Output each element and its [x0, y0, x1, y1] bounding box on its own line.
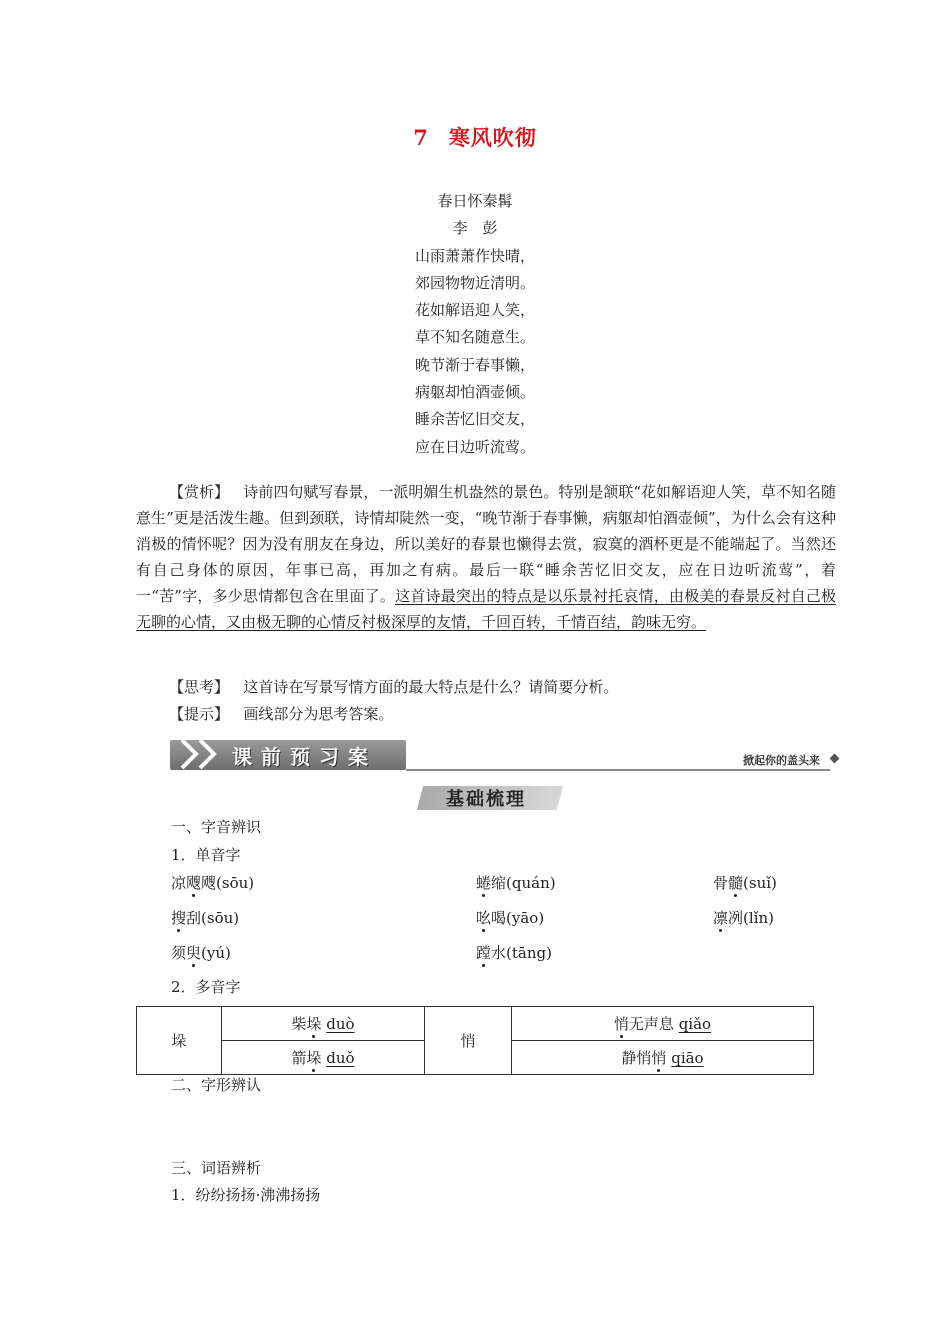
pinyin-item: 搜刮(sōu) — [171, 909, 240, 927]
chevron-right-icon — [194, 738, 224, 770]
section-heading: 一、字音辨识 — [171, 818, 262, 836]
lesson-number: 7 — [413, 125, 429, 150]
poem-line: 山雨萧萧作快晴， — [414, 246, 535, 265]
pinyin-item: 骨髓(suǐ) — [713, 874, 777, 892]
hint-paragraph — [136, 701, 836, 727]
polyphone-cell: 柴垛 duò — [222, 1007, 425, 1041]
pinyin-item: 吆喝(yāo) — [476, 909, 545, 927]
pinyin-item: 凉飕飕(sōu) — [171, 874, 255, 892]
subsection-heading: 2．多音字 — [171, 978, 241, 996]
pinyin-item: 蹚水(tāng) — [476, 944, 552, 962]
diamond-icon — [830, 754, 840, 764]
poem-author: 李 彭 — [452, 219, 498, 238]
hint-text: 画线部分为思考答案。 — [243, 705, 394, 723]
poem-line: 病躯却怕酒壶倾。 — [414, 383, 535, 402]
think-paragraph — [136, 674, 836, 700]
hint-label: 【提示】 — [169, 705, 230, 723]
poem-title: 春日怀秦髯 — [437, 192, 513, 210]
subsection-heading: 1．单音字 — [171, 846, 241, 864]
section-banner — [170, 738, 838, 774]
appreciation-underlined: 这首诗最突出的特点是以乐景衬托哀情，由极美的春景反衬自己极无聊的心情，又由极无聊的心情反衬极深厚的友情，千回百转，千情百结，韵味无穷。 — [136, 587, 836, 631]
polyphone-cell: 箭垛 duǒ — [222, 1041, 425, 1075]
poem-line: 应在日边听流莺。 — [414, 437, 535, 456]
poem-line: 郊园物物近清明。 — [414, 273, 535, 292]
section-heading: 二、字形辨认 — [171, 1076, 262, 1094]
poem — [0, 188, 950, 461]
banner-title: 课前预习案 — [232, 745, 377, 769]
subsection-title: 基础梳理 — [446, 789, 526, 810]
poem-line: 花如解语迎人笑， — [414, 301, 535, 320]
pinyin-item: 须臾(yú) — [171, 944, 231, 962]
poem-line: 晚节渐于春事懒， — [414, 355, 535, 374]
appreciation-text: 诗前四句赋写春景，一派明媚生机盎然的景色。特别是颔联“花如解语迎人笑，草不知名随意生”更是活泼生趣。但到颈联，诗情却陡然一变，“晚节渐于春事懒，病躯却怕酒壶倾”，为什么会有这种消极的情怀呢？因为没有朋友在身边，所以美好的春景也懒得去赏，寂寞的酒杯更是不能端起了。当然还有自己身体的原因，年事已高，再加之有病。最后一联“睡余苦忆旧交友，应在日边听流莺”，着一“苦”字，多少思情都包含在里面了。 — [136, 483, 837, 605]
lesson-title: 寒风吹彻 — [448, 125, 537, 150]
polyphone-cell: 悄无声息 qiǎo — [512, 1007, 814, 1041]
polyphone-cell: 静悄悄 qiāo — [512, 1041, 814, 1075]
think-text: 这首诗在写景写情方面的最大特点是什么？请简要分析。 — [243, 678, 619, 696]
polyphone-char: 垛 — [137, 1007, 222, 1075]
pinyin-item: 凛冽(lǐn) — [713, 909, 774, 927]
section-heading: 三、词语辨析 — [171, 1159, 262, 1177]
subsection-heading: 1．纷纷扬扬·沸沸扬扬 — [171, 1186, 321, 1204]
think-label: 【思考】 — [169, 678, 230, 696]
polyphone-char: 悄 — [425, 1007, 512, 1075]
subsection-header — [420, 783, 566, 813]
poem-line: 草不知名随意生。 — [414, 328, 535, 347]
polyphone-table — [136, 1006, 814, 1075]
appreciation-paragraph — [136, 479, 836, 635]
pinyin-item: 蜷缩(quán) — [476, 874, 556, 892]
poem-line: 睡余苦忆旧交友， — [414, 410, 535, 429]
banner-rule — [406, 769, 830, 771]
banner-slogan: 掀起你的盖头来 — [743, 754, 820, 767]
appreciation-label: 【赏析】 — [169, 483, 230, 501]
page-title — [0, 122, 950, 152]
